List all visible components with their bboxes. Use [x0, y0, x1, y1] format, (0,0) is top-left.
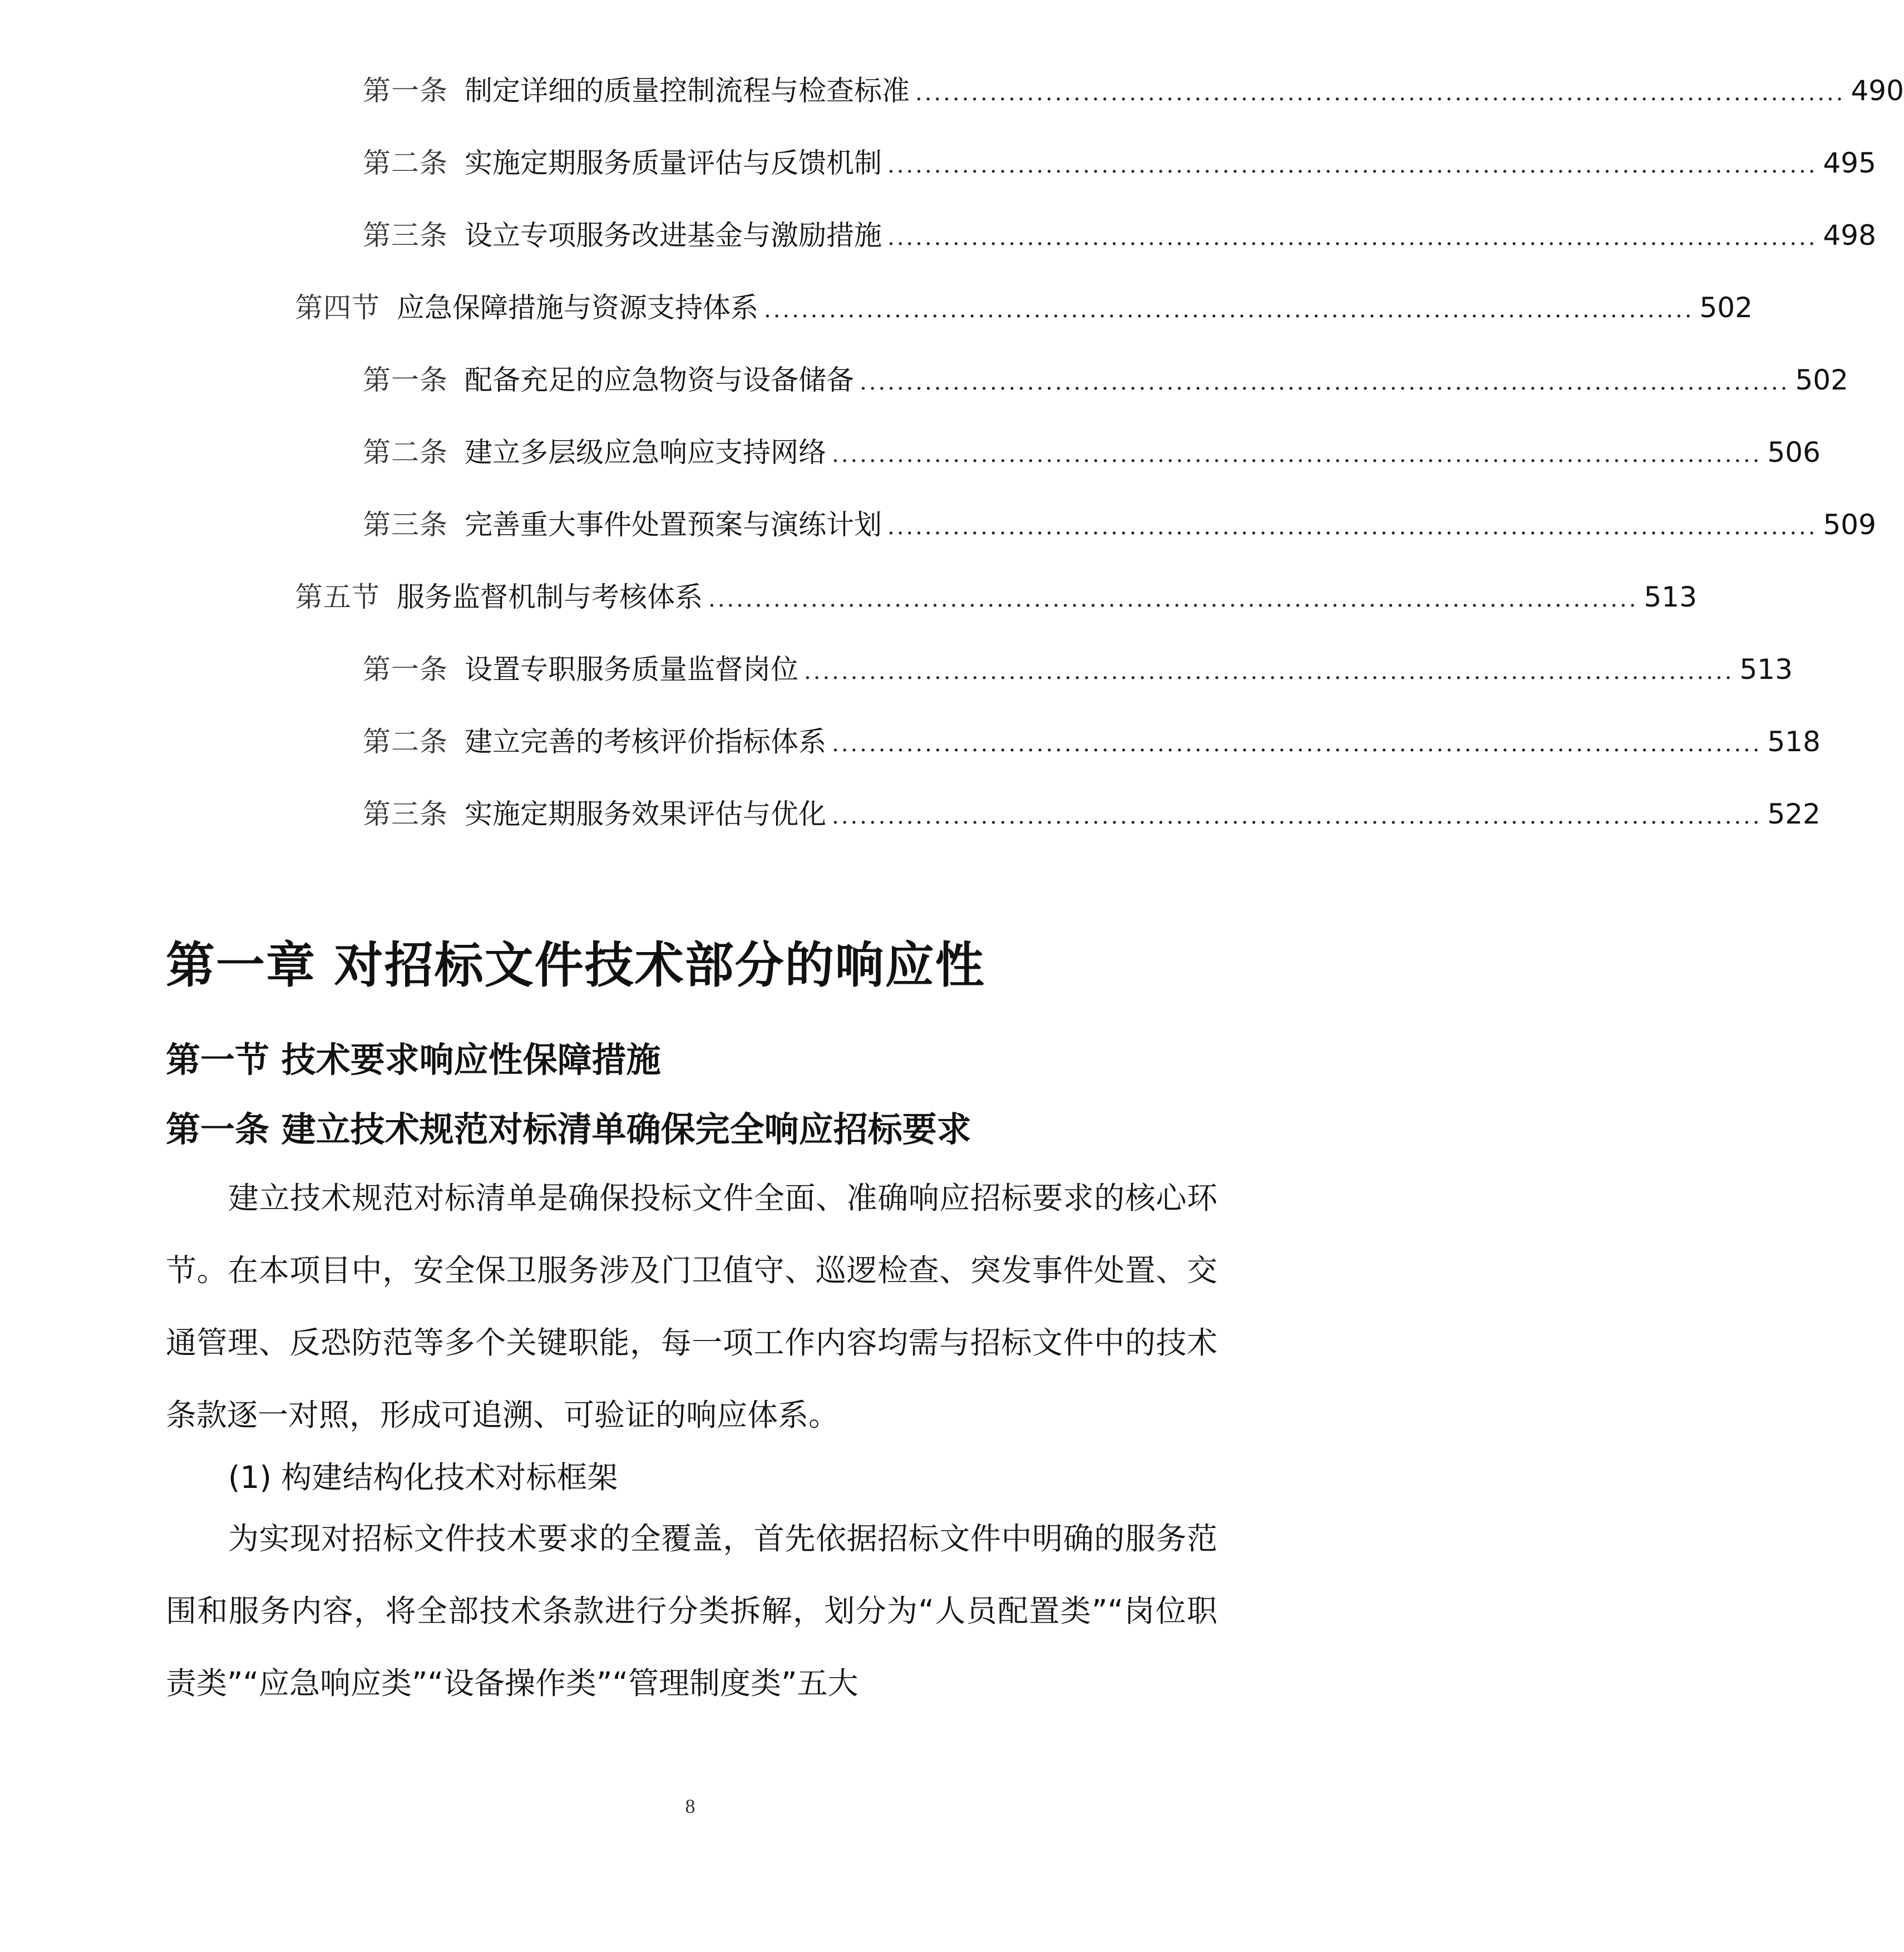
toc-entry[interactable] — [0, 789, 1821, 839]
toc-title: 配备充足的应急物资与设备储备 — [465, 364, 854, 396]
toc-prefix: 第三条 — [363, 798, 448, 830]
toc-entry[interactable] — [0, 355, 1848, 405]
toc-page-number: 498 — [1823, 219, 1876, 252]
toc-page-number: 495 — [1823, 147, 1876, 179]
toc-leader-dots: .................................................................................................... — [887, 225, 1818, 250]
toc-title: 实施定期服务质量评估与反馈机制 — [465, 147, 882, 179]
toc-page-number: 509 — [1823, 509, 1876, 541]
toc-entry[interactable] — [0, 572, 1697, 622]
toc-entry[interactable] — [0, 500, 1876, 550]
toc-entry[interactable] — [0, 66, 1904, 116]
page-number: 8 — [685, 1795, 695, 1817]
section-title: 第一节 技术要求响应性保障措施 — [166, 1039, 661, 1080]
toc-page-number: 518 — [1767, 726, 1821, 758]
body-paragraph: 建立技术规范对标清单是确保投标文件全面、准确响应招标要求的核心环节。在本项目中，安全保卫服务涉及门卫值守、巡逻检查、突发事件处置、交通管理、反恐防范等多个关键职能，每一项工作内容均需与招标文件中的技术条款逐一对照，形成可追溯、可验证的响应体系。 — [166, 1180, 1217, 1433]
subheading: (1) 构建结构化技术对标框架 — [228, 1460, 618, 1495]
toc-title: 建立完善的考核评价指标体系 — [465, 726, 826, 758]
toc-prefix: 第三条 — [363, 219, 448, 252]
toc-entry[interactable] — [0, 717, 1821, 767]
toc-leader-dots: .................................................................................................... — [887, 514, 1818, 540]
toc-prefix: 第一条 — [363, 75, 448, 107]
toc-page-number: 490 — [1851, 75, 1904, 107]
toc-leader-dots: .................................................................................................... — [708, 586, 1639, 612]
toc-leader-dots: .................................................................................................... — [915, 80, 1846, 106]
toc-leader-dots: .................................................................................................... — [832, 442, 1762, 467]
toc-title: 完善重大事件处置预案与演练计划 — [465, 509, 882, 541]
toc-leader-dots: .................................................................................................... — [804, 659, 1734, 684]
article-title: 第一条 建立技术规范对标清单确保完全响应招标要求 — [166, 1109, 971, 1150]
toc-prefix: 第一条 — [363, 364, 448, 396]
toc-title: 实施定期服务效果评估与优化 — [465, 798, 826, 830]
toc-entry[interactable] — [0, 427, 1821, 477]
toc-title: 制定详细的质量控制流程与检查标准 — [465, 75, 910, 107]
toc-title: 设立专项服务改进基金与激励措施 — [465, 219, 882, 252]
toc-page-number: 513 — [1739, 653, 1793, 686]
toc-title: 建立多层级应急响应支持网络 — [465, 436, 826, 469]
toc-page-number: 513 — [1644, 581, 1697, 613]
toc-leader-dots: .................................................................................................... — [860, 369, 1790, 395]
toc-leader-dots: .................................................................................................... — [832, 731, 1762, 757]
toc-prefix: 第四节 — [295, 292, 380, 324]
toc-title: 设置专职服务质量监督岗位 — [465, 653, 798, 686]
chapter-title: 第一章 对招标文件技术部分的响应性 — [166, 936, 985, 994]
toc-title: 应急保障措施与资源支持体系 — [397, 292, 758, 324]
toc-prefix: 第三条 — [363, 509, 448, 541]
toc-prefix: 第二条 — [363, 436, 448, 469]
toc-page-number: 506 — [1767, 436, 1821, 469]
toc-page-number: 502 — [1795, 364, 1848, 396]
toc-prefix: 第二条 — [363, 726, 448, 758]
toc-title: 服务监督机制与考核体系 — [397, 581, 703, 613]
toc-entry[interactable] — [0, 138, 1876, 188]
body-paragraph: 为实现对招标文件技术要求的全覆盖，首先依据招标文件中明确的服务范围和服务内容，将全部技术条款进行分类拆解，划分为“人员配置类”“岗位职责类”“应急响应类”“设备操作类”“管理制度类”五大 — [166, 1521, 1217, 1701]
toc-leader-dots: .................................................................................................... — [764, 297, 1694, 323]
toc-page-number: 502 — [1699, 292, 1753, 324]
toc-leader-dots: .................................................................................................... — [887, 152, 1818, 178]
toc-entry[interactable] — [0, 283, 1753, 333]
toc-page-number: 522 — [1767, 798, 1821, 830]
toc-leader-dots: .................................................................................................... — [832, 804, 1762, 829]
toc-entry[interactable] — [0, 210, 1876, 260]
toc-prefix: 第五节 — [295, 581, 380, 613]
toc-prefix: 第一条 — [363, 653, 448, 686]
toc-prefix: 第二条 — [363, 147, 448, 179]
toc-entry[interactable] — [0, 644, 1793, 694]
